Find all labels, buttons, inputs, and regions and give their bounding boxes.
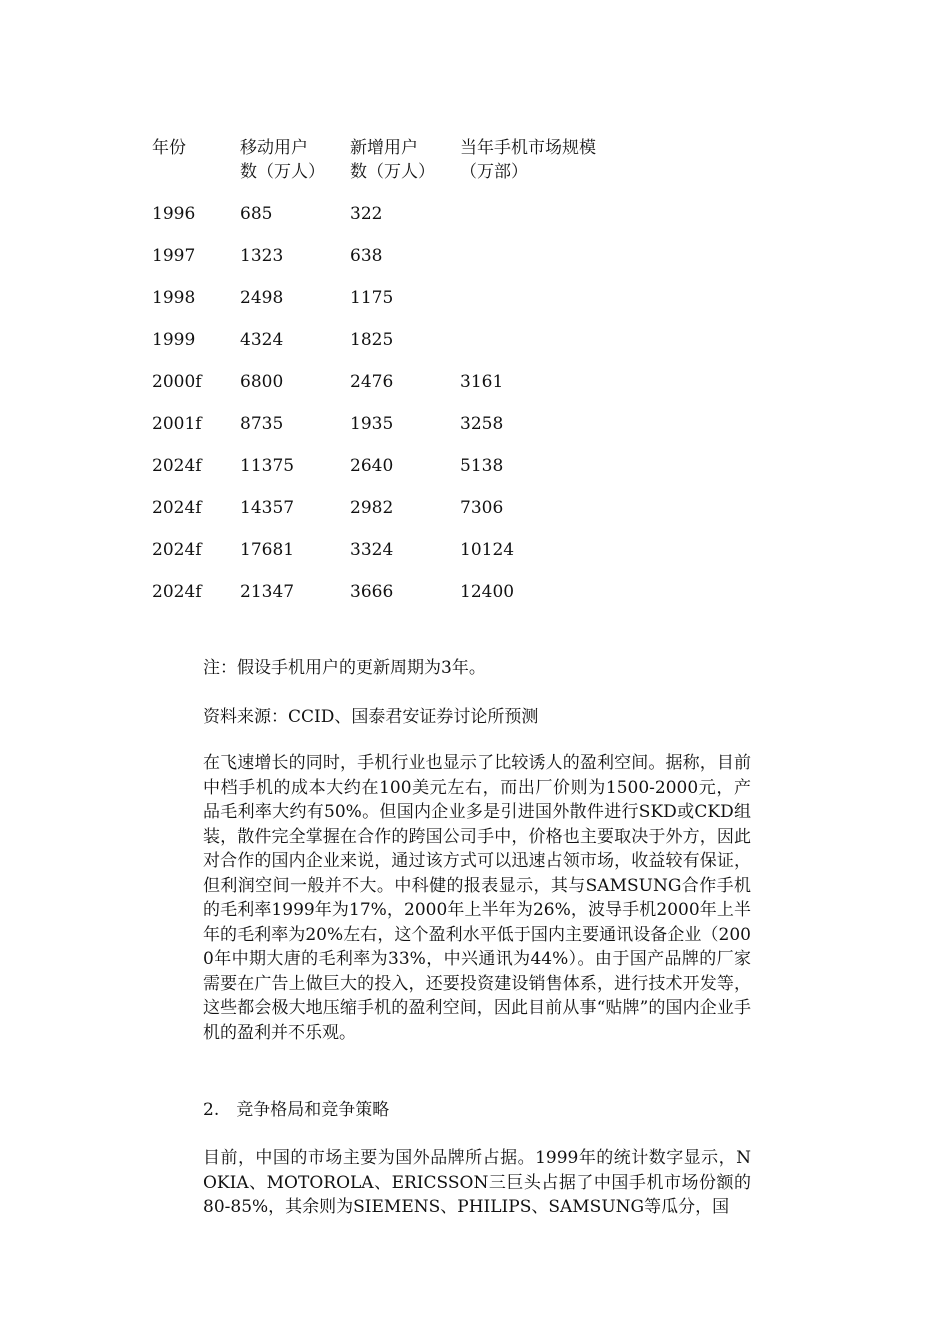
table-row: [152, 202, 610, 244]
cell-new-users: 2476: [350, 372, 394, 392]
cell-market: 7306: [460, 498, 504, 518]
cell-new-users: 1935: [350, 414, 394, 434]
table-row: [152, 244, 610, 286]
cell-users: 4324: [240, 330, 284, 350]
cell-users: 17681: [240, 540, 295, 560]
cell-market: 3258: [460, 414, 504, 434]
mobile-market-table: [152, 136, 610, 622]
header-year: 年份: [152, 138, 186, 158]
cell-year: 2001f: [152, 414, 202, 434]
paragraph-profit: 在飞速增长的同时，手机行业也显示了比较诱人的盈利空间。据称，目前中档手机的成本大约在100美元左右，而出厂价则为1500-2000元，产品毛利率大约有50%。但国内企业多是引进国外散件进行SKD或CKD组装，散件完全掌握在合作的跨国公司手中，价格也主要取决于外方，因此对合作的国内企业来说，通过该方式可以迅速占领市场，收益较有保证，但利润空间一般并不大。中科健的报表显示，其与SAMSUNG合作手机的毛利率1999年为17%，2000年上半年为26%，波导手机2000年上半年的毛利率为20%左右，这个盈利水平低于国内主要通讯设备企业（2000年中期大唐的毛利率为33%，中兴通讯为44%）。由于国产品牌的厂家需要在广告上做巨大的投入，还要投资建设销售体系，进行技术开发等，这些都会极大地压缩手机的盈利空间，因此目前从事“贴牌”的国内企业手机的盈利并不乐观。: [203, 753, 751, 1043]
table-row: [152, 286, 610, 328]
cell-new-users: 3666: [350, 582, 394, 602]
cell-users: 8735: [240, 414, 284, 434]
cell-new-users: 1175: [350, 288, 394, 308]
cell-year: 1997: [152, 246, 196, 266]
cell-year: 1999: [152, 330, 196, 350]
cell-year: 2024f: [152, 498, 202, 518]
table-row: [152, 538, 610, 580]
cell-new-users: 2640: [350, 456, 394, 476]
header-new-users: [350, 136, 460, 202]
cell-market: [460, 328, 610, 370]
header-users-label: 移动用户数（万人）: [240, 138, 325, 182]
cell-year: 1996: [152, 204, 196, 224]
table-row: [152, 412, 610, 454]
cell-users: 6800: [240, 372, 284, 392]
cell-market: 10124: [460, 540, 515, 560]
section-heading: 2. 竞争格局和竞争策略: [203, 1100, 390, 1120]
cell-users: 21347: [240, 582, 295, 602]
header-market: [460, 136, 610, 202]
cell-market: 5138: [460, 456, 504, 476]
cell-new-users: 2982: [350, 498, 394, 518]
cell-users: 14357: [240, 498, 295, 518]
cell-market: [460, 286, 610, 328]
cell-market: [460, 202, 610, 244]
cell-market: 3161: [460, 372, 504, 392]
header-users: [240, 136, 350, 202]
cell-year: 2024f: [152, 540, 202, 560]
cell-new-users: 638: [350, 246, 383, 266]
cell-new-users: 1825: [350, 330, 394, 350]
cell-year: 1998: [152, 288, 196, 308]
header-new-users-label: 新增用户数（万人）: [350, 138, 435, 182]
table-row: [152, 454, 610, 496]
cell-users: 1323: [240, 246, 284, 266]
table-header-row: [152, 136, 610, 202]
cell-market: [460, 244, 610, 286]
cell-users: 11375: [240, 456, 295, 476]
source-note: 资料来源：CCID、国泰君安证券讨论所预测: [203, 707, 539, 727]
header-market-label: 当年手机市场规模（万部）: [460, 138, 596, 182]
cell-users: 685: [240, 204, 273, 224]
cell-users: 2498: [240, 288, 284, 308]
paragraph-competition: 目前，中国的市场主要为国外品牌所占据。1999年的统计数字显示，NOKIA、MOTOROLA、ERICSSON三巨头占据了中国手机市场份额的80-85%，其余则为SIEMENS、PHILIPS、SAMSUNG等瓜分，国: [203, 1148, 751, 1217]
cell-market: 12400: [460, 582, 515, 602]
cell-new-users: 3324: [350, 540, 394, 560]
table-row: [152, 328, 610, 370]
cell-new-users: 322: [350, 204, 383, 224]
cell-year: 2000f: [152, 372, 202, 392]
table-row: [152, 580, 610, 622]
cell-year: 2024f: [152, 582, 202, 602]
table-row: [152, 496, 610, 538]
table-note: 注：假设手机用户的更新周期为3年。: [203, 658, 486, 678]
table-row: [152, 370, 610, 412]
cell-year: 2024f: [152, 456, 202, 476]
